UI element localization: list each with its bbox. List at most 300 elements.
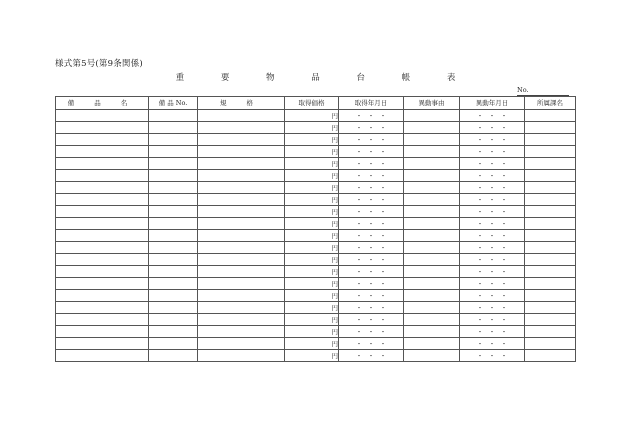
cell-specification[interactable] [198,278,285,290]
cell-transfer-date[interactable] [460,242,525,254]
date-separator: ・ [379,183,387,192]
cell-transfer-date[interactable] [460,206,525,218]
date-separator: ・ [379,123,387,132]
cell-item-number[interactable] [149,194,198,206]
cell-item-number[interactable] [149,230,198,242]
date-separator: ・ [355,183,363,192]
date-separator: ・ [355,303,363,312]
date-separator: ・ [355,207,363,216]
date-separator: ・ [367,279,375,288]
date-separator: ・ [488,171,496,180]
date-separator: ・ [476,339,484,348]
date-separator: ・ [367,219,375,228]
date-separator: ・ [355,327,363,336]
cell-department[interactable] [525,146,576,158]
cell-acquisition-date[interactable] [339,230,404,242]
cell-acquisition-date[interactable] [339,266,404,278]
cell-acquisition-price[interactable] [285,158,339,170]
yen-mark: 円 [331,207,338,216]
cell-specification[interactable] [198,314,285,326]
date-separator: ・ [500,123,508,132]
cell-acquisition-price[interactable] [285,266,339,278]
cell-item-name[interactable] [56,350,149,362]
date-separator: ・ [367,135,375,144]
yen-mark: 円 [331,147,338,156]
date-separator: ・ [488,123,496,132]
cell-acquisition-price[interactable] [285,314,339,326]
date-separator: ・ [476,291,484,300]
cell-acquisition-date[interactable] [339,134,404,146]
yen-mark: 円 [331,279,338,288]
date-separator: ・ [355,135,363,144]
cell-acquisition-date[interactable] [339,122,404,134]
cell-item-number[interactable] [149,158,198,170]
date-separator: ・ [488,279,496,288]
cell-acquisition-date[interactable] [339,242,404,254]
date-separator: ・ [476,111,484,120]
date-separator: ・ [355,291,363,300]
cell-transfer-reason[interactable] [404,170,460,182]
cell-acquisition-date[interactable] [339,170,404,182]
cell-acquisition-date[interactable] [339,218,404,230]
cell-department[interactable] [525,302,576,314]
cell-item-name[interactable] [56,314,149,326]
cell-specification[interactable] [198,326,285,338]
header-transfer-reason: 異動事由 [404,97,460,110]
date-separator: ・ [379,327,387,336]
date-separator: ・ [500,111,508,120]
table-row [56,278,576,290]
cell-item-name[interactable] [56,194,149,206]
cell-item-number[interactable] [149,302,198,314]
yen-mark: 円 [331,267,338,276]
cell-transfer-date[interactable] [460,290,525,302]
table-row [56,302,576,314]
date-separator: ・ [379,159,387,168]
ledger-body [56,110,576,362]
date-separator: ・ [367,231,375,240]
cell-acquisition-date[interactable] [339,110,404,122]
date-separator: ・ [367,339,375,348]
date-separator: ・ [379,291,387,300]
cell-department[interactable] [525,218,576,230]
date-separator: ・ [367,351,375,360]
cell-specification[interactable] [198,218,285,230]
cell-item-name[interactable] [56,110,149,122]
cell-item-name[interactable] [56,242,149,254]
cell-transfer-date[interactable] [460,278,525,290]
cell-department[interactable] [525,182,576,194]
cell-transfer-date[interactable] [460,122,525,134]
date-separator: ・ [500,231,508,240]
cell-specification[interactable] [198,158,285,170]
date-separator: ・ [500,243,508,252]
date-separator: ・ [488,291,496,300]
cell-specification[interactable] [198,122,285,134]
date-separator: ・ [500,219,508,228]
date-separator: ・ [500,195,508,204]
date-separator: ・ [488,351,496,360]
cell-item-name[interactable] [56,146,149,158]
date-separator: ・ [355,243,363,252]
cell-department[interactable] [525,122,576,134]
table-row [56,254,576,266]
cell-acquisition-price[interactable] [285,278,339,290]
date-separator: ・ [488,243,496,252]
date-separator: ・ [379,339,387,348]
cell-item-number[interactable] [149,338,198,350]
cell-department[interactable] [525,194,576,206]
cell-transfer-reason[interactable] [404,194,460,206]
date-separator: ・ [367,267,375,276]
header-acquisition-date: 取得年月日 [339,97,404,110]
cell-item-number[interactable] [149,326,198,338]
date-separator: ・ [379,171,387,180]
cell-specification[interactable] [198,230,285,242]
date-separator: ・ [379,315,387,324]
cell-acquisition-date[interactable] [339,206,404,218]
cell-acquisition-date[interactable] [339,302,404,314]
table-row [56,110,576,122]
date-separator: ・ [379,267,387,276]
cell-transfer-reason[interactable] [404,338,460,350]
cell-transfer-date[interactable] [460,266,525,278]
date-separator: ・ [367,159,375,168]
cell-acquisition-date[interactable] [339,326,404,338]
date-separator: ・ [379,243,387,252]
cell-specification[interactable] [198,290,285,302]
cell-department[interactable] [525,158,576,170]
date-separator: ・ [476,123,484,132]
date-separator: ・ [355,111,363,120]
cell-item-number[interactable] [149,350,198,362]
date-separator: ・ [355,255,363,264]
cell-specification[interactable] [198,350,285,362]
table-row [56,326,576,338]
cell-item-number[interactable] [149,182,198,194]
cell-specification[interactable] [198,134,285,146]
cell-specification[interactable] [198,254,285,266]
yen-mark: 円 [331,255,338,264]
date-separator: ・ [476,351,484,360]
cell-department[interactable] [525,110,576,122]
date-separator: ・ [355,339,363,348]
yen-mark: 円 [331,243,338,252]
cell-acquisition-price[interactable] [285,110,339,122]
cell-item-number[interactable] [149,266,198,278]
cell-acquisition-price[interactable] [285,350,339,362]
cell-transfer-reason[interactable] [404,278,460,290]
yen-mark: 円 [331,159,338,168]
cell-acquisition-price[interactable] [285,122,339,134]
cell-transfer-date[interactable] [460,230,525,242]
cell-department[interactable] [525,290,576,302]
cell-department[interactable] [525,170,576,182]
date-separator: ・ [355,195,363,204]
date-separator: ・ [379,219,387,228]
cell-acquisition-price[interactable] [285,218,339,230]
date-separator: ・ [500,147,508,156]
cell-acquisition-price[interactable] [285,182,339,194]
cell-item-name[interactable] [56,158,149,170]
cell-specification[interactable] [198,302,285,314]
table-row [56,338,576,350]
date-separator: ・ [488,183,496,192]
date-separator: ・ [367,243,375,252]
date-separator: ・ [379,351,387,360]
cell-transfer-date[interactable] [460,134,525,146]
cell-transfer-reason[interactable] [404,314,460,326]
form-number-label: 様式第5号(第9条関係) [55,59,143,69]
cell-department[interactable] [525,242,576,254]
cell-transfer-reason[interactable] [404,218,460,230]
cell-acquisition-date[interactable] [339,350,404,362]
cell-transfer-date[interactable] [460,218,525,230]
cell-item-name[interactable] [56,122,149,134]
date-separator: ・ [379,207,387,216]
cell-transfer-reason[interactable] [404,158,460,170]
cell-transfer-reason[interactable] [404,182,460,194]
table-row [56,134,576,146]
cell-transfer-date[interactable] [460,182,525,194]
cell-item-number[interactable] [149,146,198,158]
date-separator: ・ [355,315,363,324]
date-separator: ・ [476,303,484,312]
date-separator: ・ [379,195,387,204]
cell-item-name[interactable] [56,170,149,182]
table-row [56,182,576,194]
cell-specification[interactable] [198,242,285,254]
date-separator: ・ [379,147,387,156]
date-separator: ・ [488,111,496,120]
cell-item-name[interactable] [56,302,149,314]
cell-transfer-date[interactable] [460,146,525,158]
date-separator: ・ [488,315,496,324]
cell-acquisition-date[interactable] [339,158,404,170]
table-row [56,146,576,158]
date-separator: ・ [379,303,387,312]
cell-item-number[interactable] [149,218,198,230]
cell-item-number[interactable] [149,122,198,134]
cell-item-name[interactable] [56,182,149,194]
date-separator: ・ [367,171,375,180]
cell-acquisition-date[interactable] [339,254,404,266]
cell-specification[interactable] [198,110,285,122]
cell-item-number[interactable] [149,170,198,182]
cell-department[interactable] [525,230,576,242]
date-separator: ・ [500,207,508,216]
cell-item-name[interactable] [56,230,149,242]
cell-transfer-reason[interactable] [404,266,460,278]
date-separator: ・ [488,255,496,264]
date-separator: ・ [488,159,496,168]
cell-transfer-date[interactable] [460,158,525,170]
cell-specification[interactable] [198,266,285,278]
date-separator: ・ [379,135,387,144]
date-separator: ・ [488,339,496,348]
date-separator: ・ [500,291,508,300]
cell-acquisition-date[interactable] [339,146,404,158]
table-row [56,218,576,230]
cell-transfer-date[interactable] [460,314,525,326]
cell-acquisition-price[interactable] [285,302,339,314]
cell-item-name[interactable] [56,290,149,302]
date-separator: ・ [476,255,484,264]
cell-transfer-reason[interactable] [404,230,460,242]
date-separator: ・ [379,231,387,240]
cell-item-number[interactable] [149,254,198,266]
date-separator: ・ [367,207,375,216]
cell-department[interactable] [525,134,576,146]
date-separator: ・ [488,135,496,144]
date-separator: ・ [500,159,508,168]
cell-acquisition-price[interactable] [285,338,339,350]
cell-acquisition-date[interactable] [339,182,404,194]
cell-specification[interactable] [198,338,285,350]
cell-item-name[interactable] [56,338,149,350]
cell-acquisition-price[interactable] [285,242,339,254]
cell-transfer-reason[interactable] [404,122,460,134]
cell-transfer-reason[interactable] [404,350,460,362]
cell-acquisition-price[interactable] [285,254,339,266]
cell-transfer-date[interactable] [460,338,525,350]
date-separator: ・ [355,171,363,180]
date-separator: ・ [500,267,508,276]
asset-ledger-table [55,96,576,362]
cell-acquisition-date[interactable] [339,194,404,206]
date-separator: ・ [488,303,496,312]
cell-item-number[interactable] [149,278,198,290]
cell-transfer-date[interactable] [460,194,525,206]
date-separator: ・ [500,351,508,360]
cell-transfer-date[interactable] [460,350,525,362]
date-separator: ・ [476,171,484,180]
yen-mark: 円 [331,183,338,192]
date-separator: ・ [476,327,484,336]
cell-transfer-date[interactable] [460,254,525,266]
header-row [56,97,576,110]
date-separator: ・ [367,327,375,336]
ledger-number-field[interactable] [517,86,569,96]
cell-item-name[interactable] [56,326,149,338]
cell-department[interactable] [525,206,576,218]
table-row [56,158,576,170]
cell-item-number[interactable] [149,242,198,254]
cell-item-number[interactable] [149,110,198,122]
cell-item-name[interactable] [56,218,149,230]
cell-specification[interactable] [198,146,285,158]
cell-specification[interactable] [198,182,285,194]
cell-item-number[interactable] [149,314,198,326]
cell-transfer-date[interactable] [460,302,525,314]
date-separator: ・ [500,171,508,180]
yen-mark: 円 [331,195,338,204]
date-separator: ・ [355,123,363,132]
yen-mark: 円 [331,327,338,336]
cell-transfer-reason[interactable] [404,254,460,266]
date-separator: ・ [367,303,375,312]
cell-department[interactable] [525,338,576,350]
cell-acquisition-date[interactable] [339,314,404,326]
yen-mark: 円 [331,123,338,132]
date-separator: ・ [476,315,484,324]
cell-acquisition-price[interactable] [285,290,339,302]
cell-transfer-reason[interactable] [404,110,460,122]
cell-department[interactable] [525,266,576,278]
yen-mark: 円 [331,219,338,228]
cell-transfer-date[interactable] [460,170,525,182]
date-separator: ・ [488,219,496,228]
date-separator: ・ [355,231,363,240]
date-separator: ・ [500,255,508,264]
cell-item-name[interactable] [56,278,149,290]
cell-transfer-reason[interactable] [404,242,460,254]
cell-transfer-reason[interactable] [404,302,460,314]
cell-department[interactable] [525,278,576,290]
cell-acquisition-date[interactable] [339,278,404,290]
cell-acquisition-price[interactable] [285,326,339,338]
cell-item-name[interactable] [56,266,149,278]
date-separator: ・ [379,255,387,264]
cell-acquisition-date[interactable] [339,338,404,350]
date-separator: ・ [476,159,484,168]
cell-acquisition-date[interactable] [339,290,404,302]
date-separator: ・ [355,267,363,276]
cell-specification[interactable] [198,194,285,206]
cell-item-name[interactable] [56,134,149,146]
cell-department[interactable] [525,254,576,266]
document-title: 重 要 物 品 台 帳 表 [175,73,473,83]
cell-acquisition-price[interactable] [285,206,339,218]
cell-item-number[interactable] [149,134,198,146]
cell-item-name[interactable] [56,254,149,266]
date-separator: ・ [379,111,387,120]
cell-transfer-date[interactable] [460,326,525,338]
cell-acquisition-price[interactable] [285,194,339,206]
date-separator: ・ [367,183,375,192]
cell-transfer-date[interactable] [460,110,525,122]
cell-transfer-reason[interactable] [404,206,460,218]
cell-department[interactable] [525,350,576,362]
date-separator: ・ [500,327,508,336]
table-row [56,170,576,182]
cell-transfer-reason[interactable] [404,134,460,146]
cell-specification[interactable] [198,206,285,218]
date-separator: ・ [367,255,375,264]
cell-acquisition-price[interactable] [285,170,339,182]
date-separator: ・ [367,195,375,204]
cell-transfer-reason[interactable] [404,146,460,158]
cell-item-name[interactable] [56,206,149,218]
cell-transfer-reason[interactable] [404,290,460,302]
yen-mark: 円 [331,339,338,348]
table-row [56,290,576,302]
cell-item-number[interactable] [149,206,198,218]
cell-acquisition-price[interactable] [285,230,339,242]
cell-acquisition-price[interactable] [285,134,339,146]
yen-mark: 円 [331,135,338,144]
cell-item-number[interactable] [149,290,198,302]
cell-department[interactable] [525,314,576,326]
header-acquisition-price: 取得価格 [285,97,339,110]
cell-acquisition-price[interactable] [285,146,339,158]
cell-department[interactable] [525,326,576,338]
cell-transfer-reason[interactable] [404,326,460,338]
ledger-number-label: No. [517,86,529,94]
header-item-name: 備 品 名 [56,97,149,110]
cell-specification[interactable] [198,170,285,182]
yen-mark: 円 [331,171,338,180]
